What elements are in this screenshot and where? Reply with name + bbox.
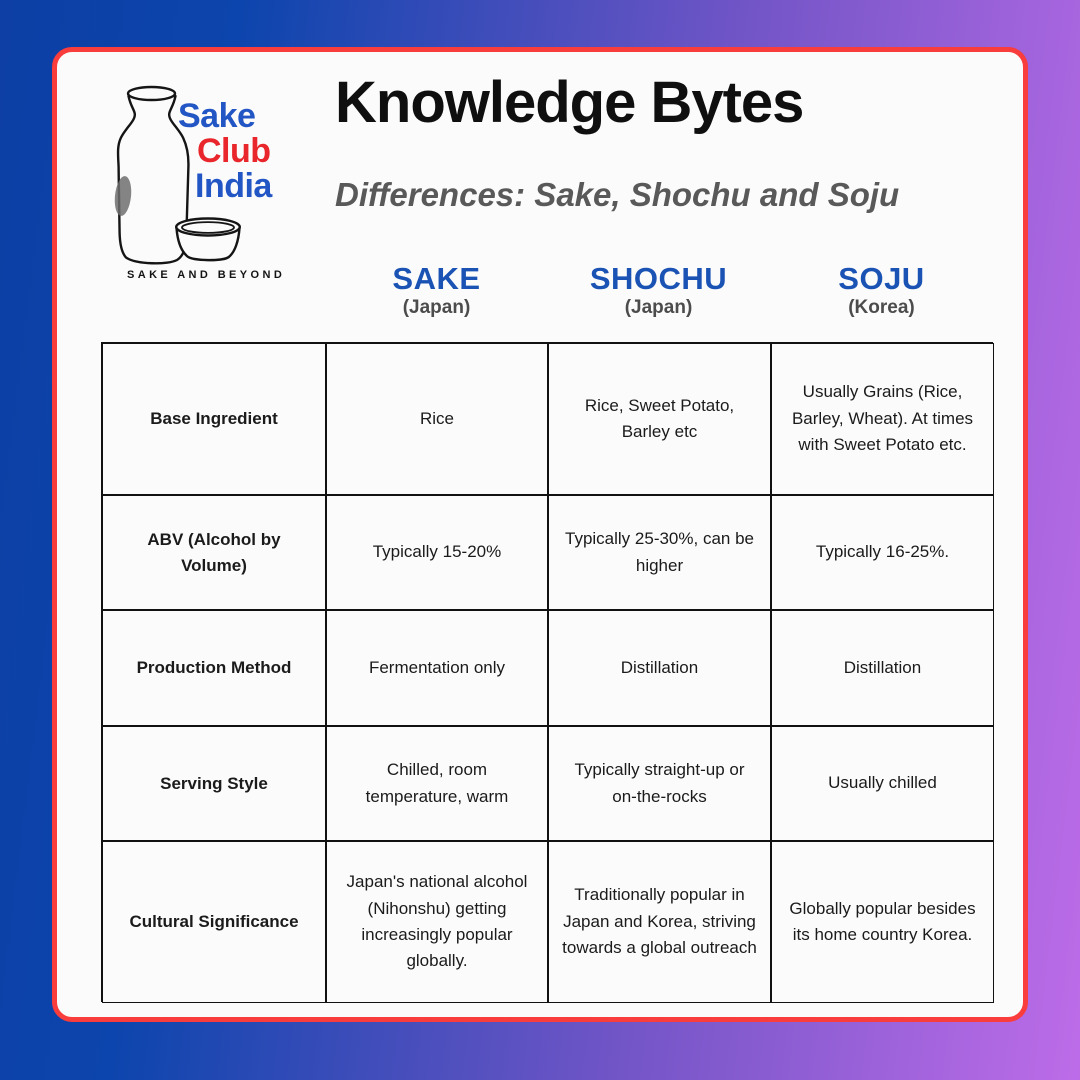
table-cell: Globally popular besides its home country Korea. [771,841,994,1003]
row-label-serving-style: Serving Style [102,726,326,841]
row-label-base-ingredient: Base Ingredient [102,343,326,495]
comparison-table [101,342,993,1002]
content-card [52,47,1028,1022]
column-header-sake [325,262,548,319]
logo-word-sake: Sake [178,97,256,135]
table-cell: Typically 16-25%. [771,495,994,610]
column-header-soju [770,262,993,319]
table-cell: Chilled, room temperature, warm [326,726,548,841]
column-header-shochu [547,262,770,319]
table-cell: Usually Grains (Rice, Barley, Wheat). At times with Sweet Potato etc. [771,343,994,495]
column-origin: (Japan) [402,297,471,318]
row-label-cultural-significance: Cultural Significance [102,841,326,1003]
table-cell: Japan's national alcohol (Nihonshu) getting increasingly popular globally. [326,841,548,1003]
table-cell: Traditionally popular in Japan and Korea, striving towards a global outreach [548,841,771,1003]
row-label-production-method: Production Method [102,610,326,726]
column-origin: (Korea) [848,297,915,318]
column-name: SHOCHU [589,261,728,296]
logo-word-india: India [195,167,272,205]
page-title: Knowledge Bytes [335,70,804,135]
table-cell: Typically 25-30%, can be higher [548,495,771,610]
table-cell: Typically 15-20% [326,495,548,610]
column-origin: (Japan) [624,297,693,318]
column-name: SAKE [392,261,481,296]
table-cell: Distillation [548,610,771,726]
logo-word-club: Club [197,132,271,170]
table-cell: Usually chilled [771,726,994,841]
table-cell: Typically straight-up or on-the-rocks [548,726,771,841]
table-cell: Rice [326,343,548,495]
table-cell: Fermentation only [326,610,548,726]
logo-wordmark [178,99,272,204]
page-subtitle: Differences: Sake, Shochu and Soju [335,176,900,213]
table-cell: Rice, Sweet Potato, Barley etc [548,343,771,495]
column-name: SOJU [838,261,925,296]
table-cell: Distillation [771,610,994,726]
row-label-abv: ABV (Alcohol by Volume) [102,495,326,610]
logo-tagline: SAKE AND BEYOND [127,269,286,281]
